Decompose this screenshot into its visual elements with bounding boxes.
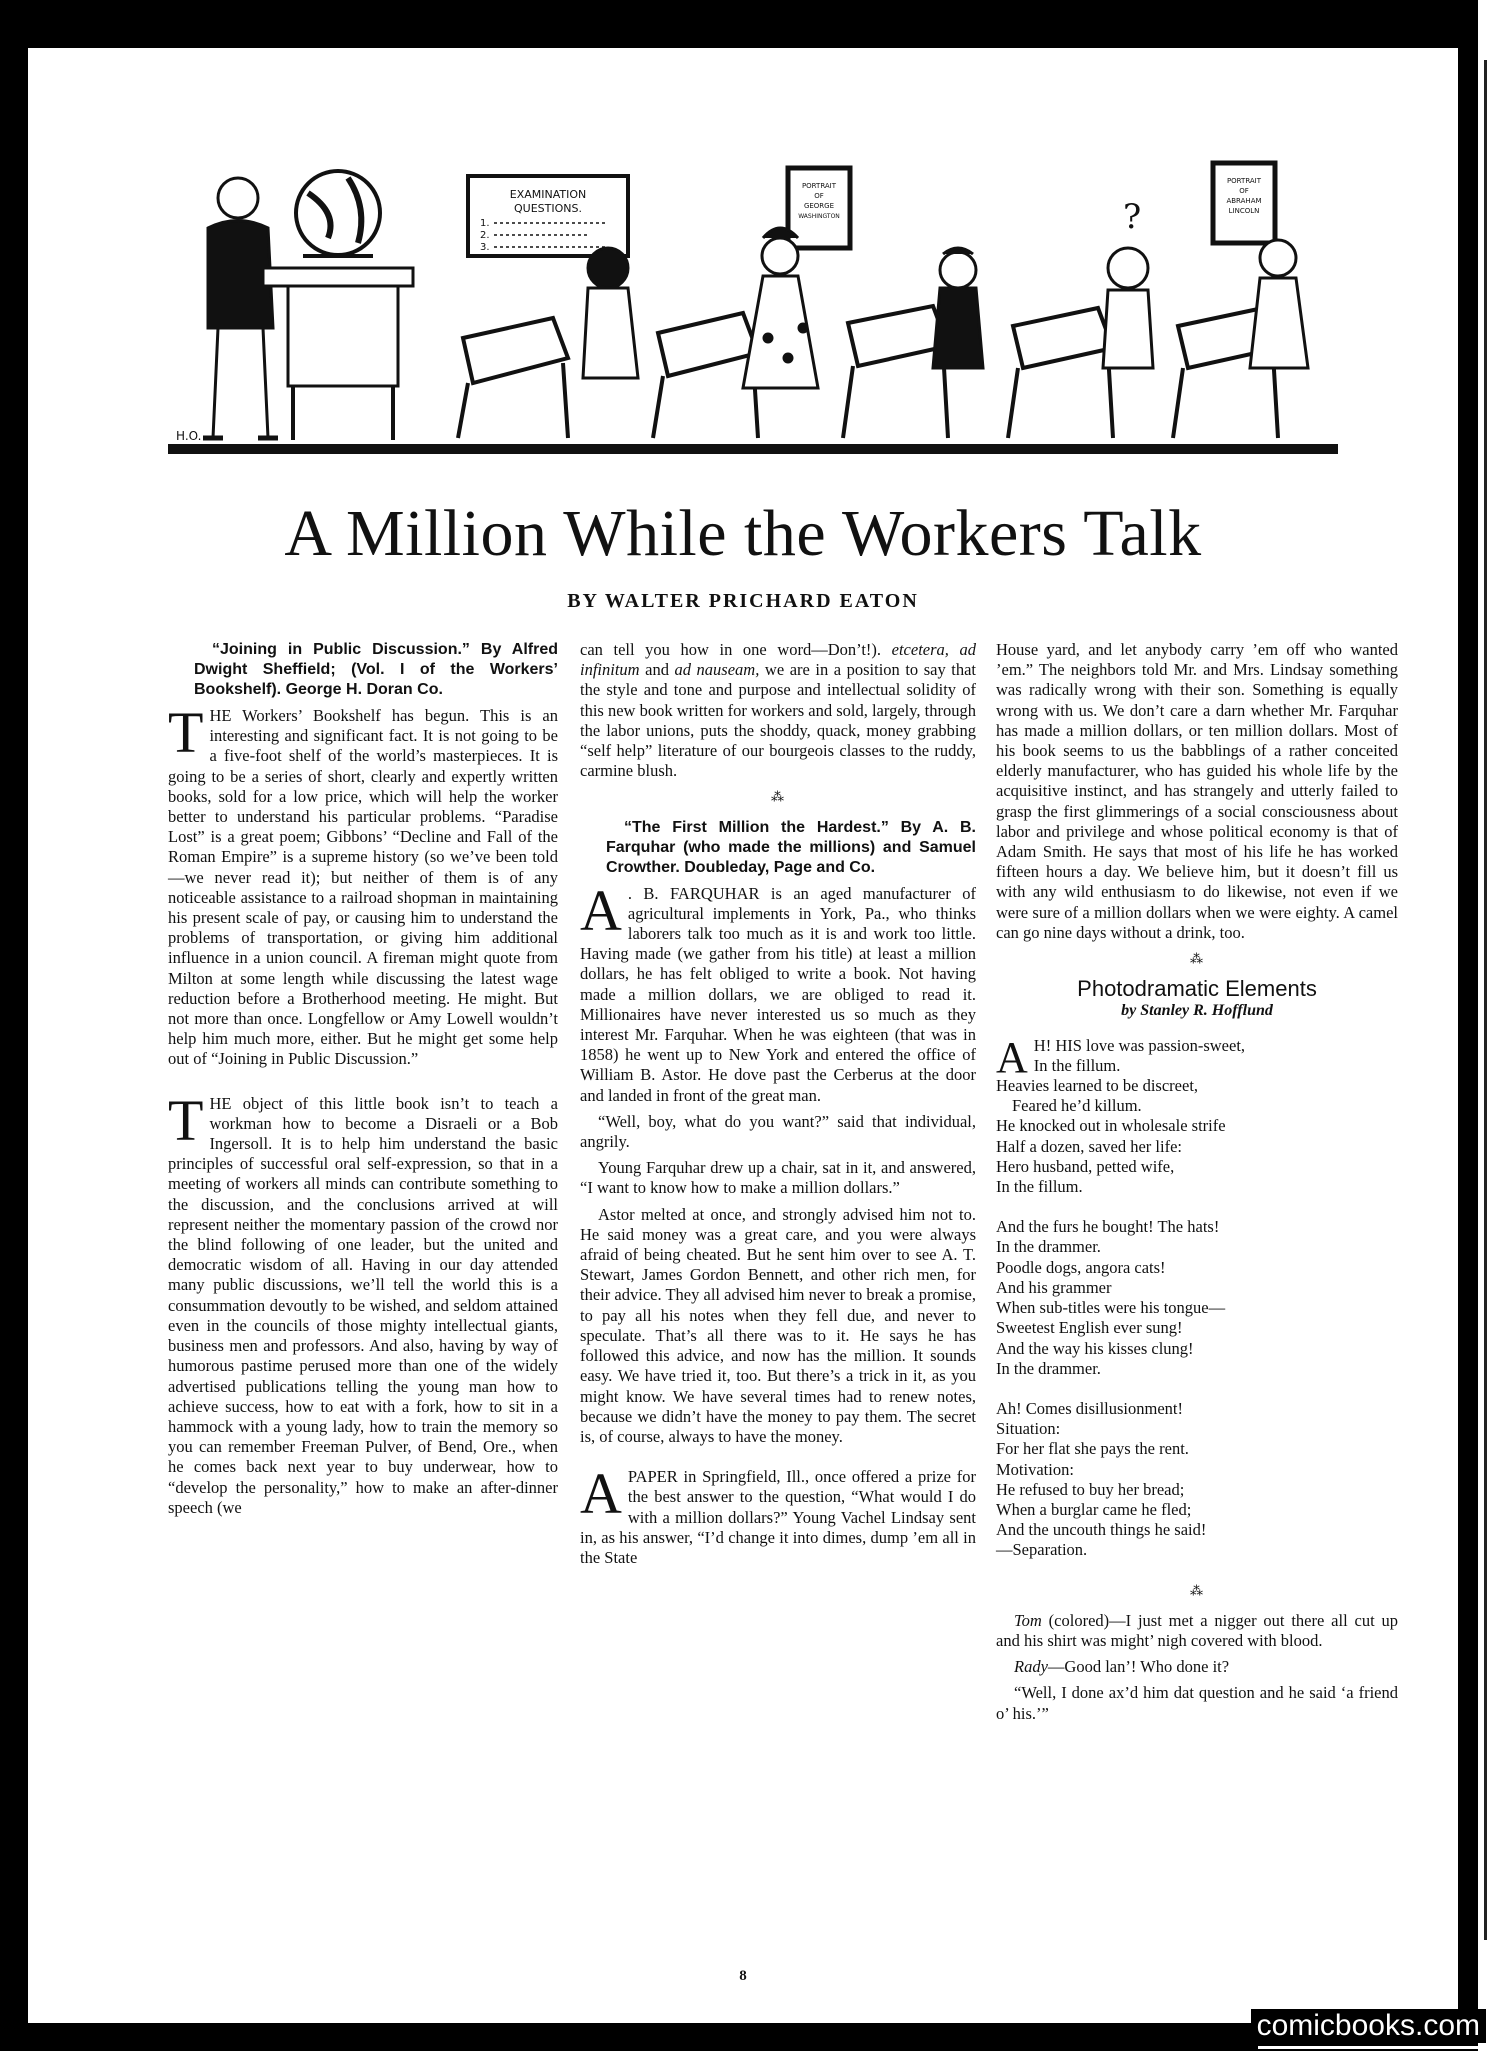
page-edge [1478, 0, 1500, 2051]
chalkboard-q2: 2. [480, 230, 490, 241]
speaker-name: Tom [1014, 1610, 1042, 1630]
poem-line: Motivation: [996, 1459, 1074, 1479]
poem-line: And his grammer [996, 1277, 1112, 1297]
joke-line [996, 1657, 1398, 1677]
paragraph: Astor melted at once, and strongly advised him not to. He said money was a great care, and you were always afraid of being cheated. But he sent him over to see A. T. Stewart, James Gordon Bennett, and other rich men, for their advice. They all advised him never to break a promise, to pay all his notes when they fell due, and never to speculate. That’s all there was to it. He says he has followed this advice, and now has the million. It sounds easy. We have tried it, too. But there’s a trick in it, as you might know. We have several times had to renew notes, because we didn’t have the money to pay them. The secret is, of course, always to have the money. [580, 1204, 976, 1446]
poem-line: And the furs he bought! The hats! [996, 1217, 1220, 1237]
poem-line: He knocked out in wholesale strife [996, 1116, 1226, 1136]
paragraph-text: HE object of this little book isn’t to teach a workman how to become a Disraeli or a Bob Ingersoll. It is to help him understand the basic principles of successful oral self-expression, so that in a meeting of workers all minds can contribute something to the discussion, and the conclusions arrived at will represent neither the momentary passion of the crowd nor the blind following of one leader, but the united and democratic wisdom of all. Having in our day attended many public discussions, we’ll tell the world this is a consummation devoutly to be wished, and seldom attained even in the councils of those mighty intellectual giants, business men and professors. And also, having by way of humorous pastime perused more than one of the widely advertised publications telling the young man how to achieve success, how to eat with a fork, how to sit in a hammock with a young lady, how to train the memory so you can remember Freeman Pulver, of Bend, Ore., when he comes back next year to buy underwear, how to “develop the personality,” how to make an after-dinner speech (we [168, 1093, 558, 1517]
poem-line: In the fillum. [1033, 1055, 1121, 1075]
paragraph-text: . B. FARQUHAR is an aged manufacturer of agricultural implements in York, Pa., who thinks laborers talk too much as it is and work too little. Having made (we gather from his title) at least a million dollars, he has felt obliged to write a book. Not having made a million dollars, we are obliged to read it. Millionaires have never interested us so much as they interest Mr. Farquhar. When he was eighteen (that was in 1858) he went up to New York and entered the office of William B. Astor. He dove past the Cerberus at the door and landed in front of the great man. [580, 883, 976, 1105]
drop-cap: A [580, 877, 622, 943]
question-mark: ? [1123, 197, 1142, 237]
drop-cap: T [168, 700, 204, 765]
paragraph: Young Farquhar drew up a chair, sat in it, and answered, “I want to know how to make a million dollars.” [580, 1158, 976, 1198]
paragraph-text: and [645, 660, 669, 680]
poem-title: Photodramatic Elements [1077, 976, 1317, 1002]
poem-line: Ah! Comes disillusionment! [996, 1398, 1183, 1418]
portrait-right-line-2: OF [1239, 187, 1249, 195]
portrait-left-line-2: OF [814, 192, 824, 200]
poem-stanza-1 [996, 1032, 1398, 1198]
poem-line: Half a dozen, saved her life: [996, 1136, 1182, 1156]
italic-text: etcetera, ad infinitum [580, 640, 976, 680]
poem-line: Situation: [996, 1419, 1061, 1439]
poem-line: In the drammer. [996, 1358, 1101, 1378]
portrait-right-line-3: ABRAHAM [1226, 197, 1262, 205]
portrait-left-line-1: PORTRAIT [801, 182, 837, 190]
drop-cap: T [168, 1087, 204, 1153]
portrait-right-line-1: PORTRAIT [1226, 177, 1262, 185]
poem-line: In the drammer. [996, 1237, 1101, 1257]
joke-line: “Well, I done ax’d him dat question and he said ‘a friend o’ his.’” [996, 1683, 1398, 1723]
joke-text: —Good lan’! Who done it? [1047, 1657, 1230, 1677]
poem-line: He refused to buy her bread; [996, 1479, 1185, 1499]
poem-line: Feared he’d killum. [1012, 1096, 1142, 1116]
poem-stanza-3 [996, 1399, 1398, 1561]
paragraph [168, 700, 558, 1070]
poem-line: For her flat she pays the rent. [996, 1439, 1189, 1459]
paragraph: “Well, boy, what do you want?” said that individual, angrily. [580, 1111, 976, 1152]
page-number: 8 [739, 1968, 747, 1984]
portrait-right-line-4: LINCOLN [1228, 207, 1260, 215]
article-byline: BY WALTER PRICHARD EATON [567, 590, 919, 612]
section-separator: ⁂ [1190, 1582, 1204, 1598]
paragraph [580, 1461, 976, 1568]
poem-line: —Separation. [996, 1540, 1088, 1560]
joke-line [996, 1611, 1398, 1651]
poem-line: In the fillum. [996, 1177, 1083, 1197]
classroom-cartoon [168, 158, 1338, 458]
section-separator: ⁂ [1190, 951, 1204, 967]
poem-line: Hero husband, petted wife, [996, 1156, 1175, 1176]
poem-line: And the uncouth things he said! [996, 1520, 1207, 1540]
section-separator: ⁂ [771, 789, 785, 805]
column-1 [168, 640, 558, 1524]
teacher-figure [203, 178, 278, 438]
portrait-left-line-3: GEORGE [803, 202, 835, 210]
poem [996, 1032, 1398, 1561]
paragraph: House yard, and let anybody carry ’em off who wanted ’em.” The neighbors told Mr. and Mrs. Lindsay something was radically wrong with their son. Something is equally wrong with us. We don’t care a darn whether Mr. Farquhar has made a million dollars, or ten million dollars. Most of his book seems to us the babblings of a rather conceited elderly manufacturer, who has guided his whole life by the acquisitive instinct, and has strangely and utterly failed to grasp the first glimmerings of a social consciousness about labor and privilege and whose political economy is that of Adam Smith. He says that most of his life he has worked fifteen hours a day. We believe him, but it doesn’t fill us with any wild enthusiasm to do likewise, not even if we were sure of a million dollars when we were eighty. A camel can go nine days without a drink, too. [996, 640, 1398, 942]
watermark: comicbooks.com [1251, 2009, 1486, 2043]
paragraph [168, 1087, 558, 1518]
speaker-name: Rady [1014, 1657, 1048, 1677]
paragraph-text: HE Workers’ Bookshelf has begun. This is an interesting and significant fact. It is not going to be a five-foot shelf of the world’s masterpieces. It is going to be a series of short, clearly and expertly written books, sold for a low price, which will help the worker better to understand his particular problems. “Paradise Lost” is a great poem; Gibbons’ “Decline and Fall of the Roman Empire” is a supreme history (so we’ve been told—we never read it); but neither of them is of any noticeable assistance to a railroad shopman in maintaining his present scale of pay, or causing him to understand the problems of transportation, or giving him additional influence in a union council. A fireman might quote from Milton at some length while discussing the latest wage reduction before a Brotherhood meeting. He might. But not more than once. Longfellow or Amy Lowell wouldn’t help him much more, either. But he might get some help out of “Joining in Public Discussion.” [168, 706, 558, 1069]
artist-signature: H.O. [176, 429, 202, 443]
portrait-left-line-4: WASHINGTON [798, 213, 840, 220]
drop-cap: A [996, 1032, 1028, 1082]
classroom-illustration [168, 158, 1338, 458]
poem-line: H! HIS love was passion-sweet, [1033, 1035, 1246, 1055]
joke-text: (colored)—I just met a nigger out there all cut up and his shirt was might’ nigh covered with blood. [996, 1610, 1398, 1650]
poem-stanza-2 [996, 1217, 1398, 1379]
chalkboard-line-1: EXAMINATION [509, 188, 587, 201]
poem-line: Sweetest English ever sung! [996, 1318, 1183, 1338]
chalkboard-line-2: QUESTIONS. [514, 202, 582, 215]
paragraph-text: PAPER in Springfield, Ill., once offered a prize for the best answer to the question, “What would I do with a million dollars?” Young Vachel Lindsay sent in, as his answer, “I’d change it into dimes, dump ’em all in the State [580, 1467, 976, 1567]
poem-line: When sub-titles were his tongue— [996, 1298, 1226, 1318]
poem-author: by Stanley R. Hofflund [1121, 1002, 1273, 1020]
poem-line: And the way his kisses clung! [996, 1338, 1194, 1358]
watermark-underline [1258, 2046, 1486, 2049]
paragraph-text: we are in a position to say that the style and tone and purpose and intellectual solidity of this new book written for workers and sold, largely, through the labor unions, puts the shoddy, quack, money grabbing “self help” literature of our bourgeois classes to the ruddy, carmine blush. [580, 660, 976, 781]
poem-line: When a burglar came he fled; [996, 1499, 1192, 1519]
book-heading-1: “Joining in Public Discussion.” By Alfred Dwight Sheffield; (Vol. I of the Workers’ Bookshelf). George H. Doran Co. [194, 641, 558, 698]
drop-cap: A [580, 1461, 622, 1527]
chalkboard-q1: 1. [480, 218, 490, 229]
poem-line: Heavies learned to be discreet, [996, 1076, 1199, 1096]
article-title: A Million While the Workers Talk [284, 497, 1202, 570]
column-3 [996, 640, 1398, 1730]
column-2 [580, 640, 976, 1574]
paragraph [580, 640, 976, 781]
paragraph-text: can tell you how in one word—Don’t!). [580, 640, 882, 659]
poem-line: Poodle dogs, angora cats! [996, 1257, 1166, 1277]
italic-text: ad nauseam, [674, 660, 760, 680]
chalkboard-q3: 3. [480, 242, 490, 253]
book-heading-2: “The First Million the Hardest.” By A. B. Farquhar (who made the millions) and Samuel Crowther. Doubleday, Page and Co. [606, 818, 976, 876]
magazine-page [28, 48, 1458, 2023]
paragraph [580, 877, 976, 1106]
